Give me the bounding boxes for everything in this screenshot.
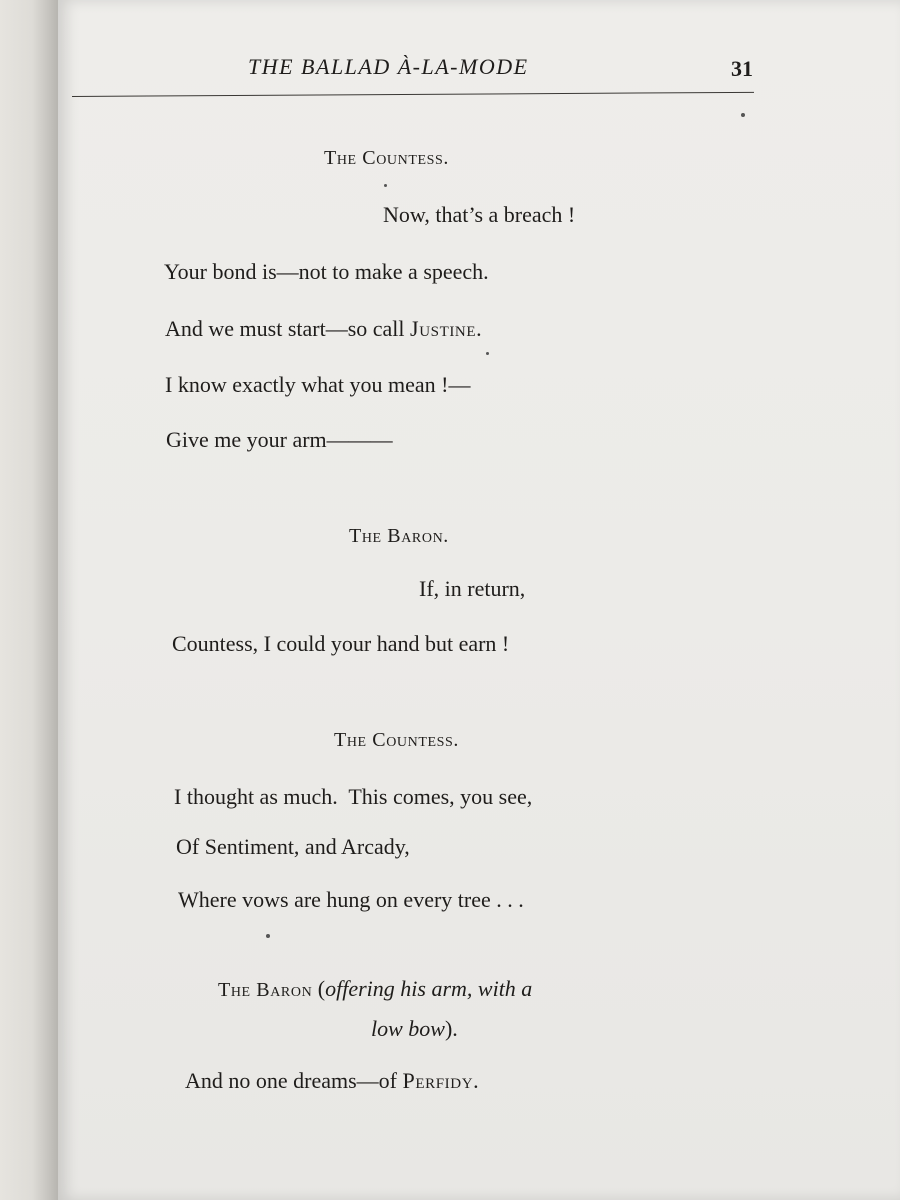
page-header <box>0 0 900 110</box>
verse-line <box>185 1070 479 1092</box>
speaker-name: The Baron <box>218 979 313 1001</box>
verse-line: Now, that’s a breach ! <box>383 202 576 227</box>
paper-speck <box>486 352 489 355</box>
verse-line: Give me your arm——— <box>166 427 393 452</box>
paper-speck <box>384 184 387 187</box>
stage-direction: low bow <box>371 1016 445 1041</box>
verse-line: I thought as much. This comes, you see, <box>174 784 533 809</box>
speaker-heading: The Countess. <box>334 729 460 751</box>
verse-line: Of Sentiment, and Arcady, <box>176 834 410 859</box>
verse-text-run: . <box>476 316 482 341</box>
page-number: 31 <box>731 56 753 81</box>
verse-line: I know exactly what you mean !— <box>165 372 471 397</box>
stage-paren: ). <box>444 1016 458 1041</box>
speaker-heading-with-direction <box>218 978 532 1000</box>
speaker-heading: The Countess. <box>324 147 450 169</box>
character-name: Justine <box>410 316 477 341</box>
verse-line: Your bond is—not to make a speech. <box>164 259 489 284</box>
running-head: THE BALLAD À-LA-MODE <box>248 54 529 79</box>
header-rule <box>72 92 754 97</box>
page-gutter <box>0 0 58 1200</box>
verse-text-run: And no one dreams—of <box>185 1068 403 1093</box>
speaker-heading: The Baron. <box>349 525 449 547</box>
verse-line <box>165 318 482 340</box>
verse-line: If, in return, <box>419 576 526 601</box>
verse-line: Countess, I could your hand but earn ! <box>172 631 510 656</box>
verse-line: Where vows are hung on every tree . . . <box>178 887 524 912</box>
paper-speck <box>266 934 270 938</box>
verse-text-run: . <box>473 1068 479 1093</box>
paper-speck <box>741 113 745 117</box>
verse-text-run: And we must start—so call <box>165 316 411 341</box>
emphasized-word: Perfidy <box>402 1068 474 1093</box>
stage-direction: offering his arm, with a <box>325 976 533 1001</box>
stage-direction-continued <box>371 1018 458 1040</box>
stage-paren: ( <box>312 976 326 1001</box>
